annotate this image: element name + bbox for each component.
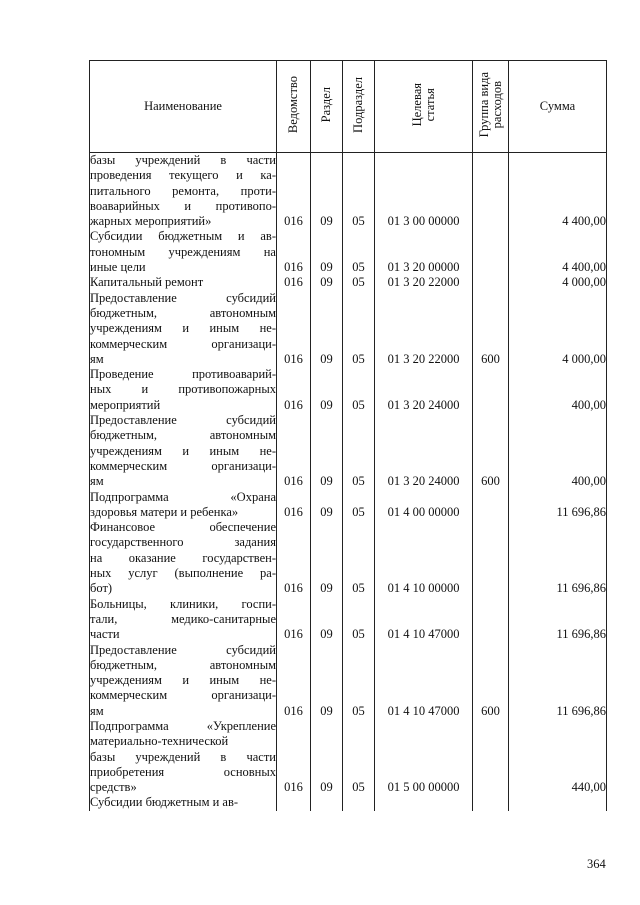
table-row	[90, 367, 607, 413]
row-name-line: средств»	[90, 780, 137, 795]
row-celevaya-statya: 01 4 10 47000	[375, 597, 473, 643]
row-celevaya-statya	[375, 795, 473, 810]
table-row	[90, 795, 607, 810]
row-name-line: Предоставление субсидий	[90, 290, 276, 305]
table-row	[90, 291, 607, 367]
row-name-line: Больницы, клиники, госпи-	[90, 596, 276, 611]
table-row	[90, 275, 607, 290]
row-name-line: на оказание государствен-	[90, 550, 276, 565]
row-celevaya-statya: 01 3 00 00000	[375, 153, 473, 230]
row-vedomstvo: 016	[277, 597, 311, 643]
page-number: 364	[587, 857, 606, 871]
row-podrazdel: 05	[343, 490, 375, 521]
row-name-line: Проведение противоаварий-	[90, 367, 276, 382]
header-vedomstvo: Ведомство	[277, 61, 311, 153]
row-celevaya-statya: 01 3 20 00000	[375, 229, 473, 275]
row-name	[90, 413, 277, 489]
budget-table-page	[89, 60, 606, 848]
row-name	[90, 490, 277, 521]
row-name-line: коммерческим организаци-	[90, 688, 276, 703]
row-name	[90, 291, 277, 367]
row-razdel: 09	[311, 597, 343, 643]
row-summa: 11 696,86	[509, 520, 607, 596]
row-gruppa-vida-rashodov	[473, 795, 509, 810]
row-gruppa-vida-rashodov	[473, 520, 509, 596]
row-vedomstvo: 016	[277, 275, 311, 290]
row-vedomstvo: 016	[277, 291, 311, 367]
row-podrazdel: 05	[343, 291, 375, 367]
row-name-line: питального ремонта, проти-	[90, 183, 276, 198]
row-celevaya-statya: 01 4 10 00000	[375, 520, 473, 596]
header-razdel: Раздел	[311, 61, 343, 153]
row-name-line: ных и противопожарных	[90, 382, 276, 397]
row-vedomstvo: 016	[277, 413, 311, 489]
row-name-line: ям	[90, 703, 104, 718]
row-razdel	[311, 795, 343, 810]
row-podrazdel	[343, 795, 375, 810]
table-row	[90, 719, 607, 795]
row-gruppa-vida-rashodov	[473, 719, 509, 795]
table-row	[90, 597, 607, 643]
row-name-line: учреждениям и иным не-	[90, 443, 276, 458]
row-podrazdel: 05	[343, 153, 375, 230]
row-name	[90, 229, 277, 275]
row-celevaya-statya: 01 3 20 24000	[375, 413, 473, 489]
row-podrazdel: 05	[343, 413, 375, 489]
table-row	[90, 153, 607, 230]
table-row	[90, 229, 607, 275]
table-row	[90, 643, 607, 719]
row-name-line: Капитальный ремонт	[90, 275, 204, 290]
row-name	[90, 153, 277, 230]
row-celevaya-statya: 01 5 00 00000	[375, 719, 473, 795]
row-name-line: Подпрограмма «Охрана	[90, 489, 276, 504]
row-podrazdel: 05	[343, 367, 375, 413]
row-summa: 11 696,86	[509, 490, 607, 521]
row-razdel: 09	[311, 643, 343, 719]
row-vedomstvo: 016	[277, 229, 311, 275]
row-gruppa-vida-rashodov	[473, 597, 509, 643]
row-name-line: ных услуг (выполнение ра-	[90, 566, 276, 581]
table-header-row	[90, 61, 607, 153]
row-name-line: бюджетным, автономным	[90, 305, 276, 320]
table-row	[90, 490, 607, 521]
row-summa: 11 696,86	[509, 597, 607, 643]
row-podrazdel: 05	[343, 229, 375, 275]
row-name-line: здоровья матери и ребенка»	[90, 504, 239, 519]
row-gruppa-vida-rashodov	[473, 229, 509, 275]
header-podrazdel: Подраздел	[343, 61, 375, 153]
row-name-line: коммерческим организаци-	[90, 336, 276, 351]
table-row	[90, 520, 607, 596]
row-name-line: государственного задания	[90, 535, 276, 550]
row-name-line: ям	[90, 351, 104, 366]
row-gruppa-vida-rashodov	[473, 367, 509, 413]
row-vedomstvo	[277, 795, 311, 810]
row-vedomstvo: 016	[277, 490, 311, 521]
row-summa: 440,00	[509, 719, 607, 795]
row-celevaya-statya: 01 4 10 47000	[375, 643, 473, 719]
header-gruppa-vida-rashodov: Группа вида расходов	[473, 61, 509, 153]
row-gruppa-vida-rashodov: 600	[473, 413, 509, 489]
row-vedomstvo: 016	[277, 153, 311, 230]
row-name-line: жарных мероприятий»	[90, 214, 212, 229]
row-name	[90, 795, 277, 810]
row-podrazdel: 05	[343, 520, 375, 596]
header-summa: Сумма	[509, 61, 607, 153]
row-name-line: иные цели	[90, 260, 146, 275]
row-vedomstvo: 016	[277, 367, 311, 413]
row-razdel: 09	[311, 490, 343, 521]
row-summa: 400,00	[509, 413, 607, 489]
row-name	[90, 275, 277, 290]
row-vedomstvo: 016	[277, 719, 311, 795]
row-name-line: тономным учреждениям на	[90, 244, 276, 259]
row-celevaya-statya: 01 3 20 22000	[375, 275, 473, 290]
row-name-line: Финансовое обеспечение	[90, 520, 276, 535]
row-gruppa-vida-rashodov: 600	[473, 643, 509, 719]
row-name	[90, 520, 277, 596]
row-name-line: тали, медико-санитарные	[90, 611, 276, 626]
row-razdel: 09	[311, 275, 343, 290]
row-podrazdel: 05	[343, 643, 375, 719]
header-celevaya-statya: Целевая статья	[375, 61, 473, 153]
table-body	[90, 153, 607, 811]
row-name-line: бюджетным, автономным	[90, 428, 276, 443]
row-name-line: воаварийных и противопо-	[90, 198, 276, 213]
row-summa: 400,00	[509, 367, 607, 413]
row-vedomstvo: 016	[277, 643, 311, 719]
row-razdel: 09	[311, 719, 343, 795]
row-name-line: бюджетным, автономным	[90, 657, 276, 672]
row-razdel: 09	[311, 153, 343, 230]
row-celevaya-statya: 01 3 20 24000	[375, 367, 473, 413]
row-name-line: Субсидии бюджетным и ав-	[90, 229, 276, 244]
row-razdel: 09	[311, 367, 343, 413]
row-name-line: приобретения основных	[90, 764, 276, 779]
row-name-line: Предоставление субсидий	[90, 413, 276, 428]
row-name-line: проведения текущего и ка-	[90, 168, 276, 183]
row-name-line: Подпрограмма «Укрепление	[90, 718, 276, 733]
row-name-line: материально-технической	[90, 734, 229, 749]
row-summa: 4 400,00	[509, 229, 607, 275]
row-name-line: Предоставление субсидий	[90, 642, 276, 657]
budget-table	[89, 60, 607, 811]
row-celevaya-statya: 01 4 00 00000	[375, 490, 473, 521]
row-name-line: базы учреждений в части	[90, 749, 276, 764]
row-gruppa-vida-rashodov	[473, 275, 509, 290]
row-name-line: коммерческим организаци-	[90, 458, 276, 473]
row-podrazdel: 05	[343, 275, 375, 290]
row-razdel: 09	[311, 520, 343, 596]
row-summa	[509, 795, 607, 810]
row-summa: 4 400,00	[509, 153, 607, 230]
row-name	[90, 719, 277, 795]
row-razdel: 09	[311, 291, 343, 367]
row-name	[90, 597, 277, 643]
row-podrazdel: 05	[343, 597, 375, 643]
row-gruppa-vida-rashodov	[473, 153, 509, 230]
row-name-line: базы учреждений в части	[90, 153, 276, 167]
row-name-line: мероприятий	[90, 397, 161, 412]
row-vedomstvo: 016	[277, 520, 311, 596]
row-razdel: 09	[311, 229, 343, 275]
row-summa: 4 000,00	[509, 291, 607, 367]
row-name-line: учреждениям и иным не-	[90, 673, 276, 688]
row-podrazdel: 05	[343, 719, 375, 795]
row-name	[90, 643, 277, 719]
row-summa: 4 000,00	[509, 275, 607, 290]
row-name-line: учреждениям и иным не-	[90, 321, 276, 336]
row-name-line: части	[90, 627, 120, 642]
row-name-line: бот)	[90, 581, 113, 596]
row-summa: 11 696,86	[509, 643, 607, 719]
row-name-line: ям	[90, 474, 104, 489]
header-name: Наименование	[90, 61, 277, 153]
row-celevaya-statya: 01 3 20 22000	[375, 291, 473, 367]
row-name-line: Субсидии бюджетным и ав-	[90, 795, 239, 810]
table-row	[90, 413, 607, 489]
row-gruppa-vida-rashodov: 600	[473, 291, 509, 367]
row-gruppa-vida-rashodov	[473, 490, 509, 521]
row-name	[90, 367, 277, 413]
row-razdel: 09	[311, 413, 343, 489]
